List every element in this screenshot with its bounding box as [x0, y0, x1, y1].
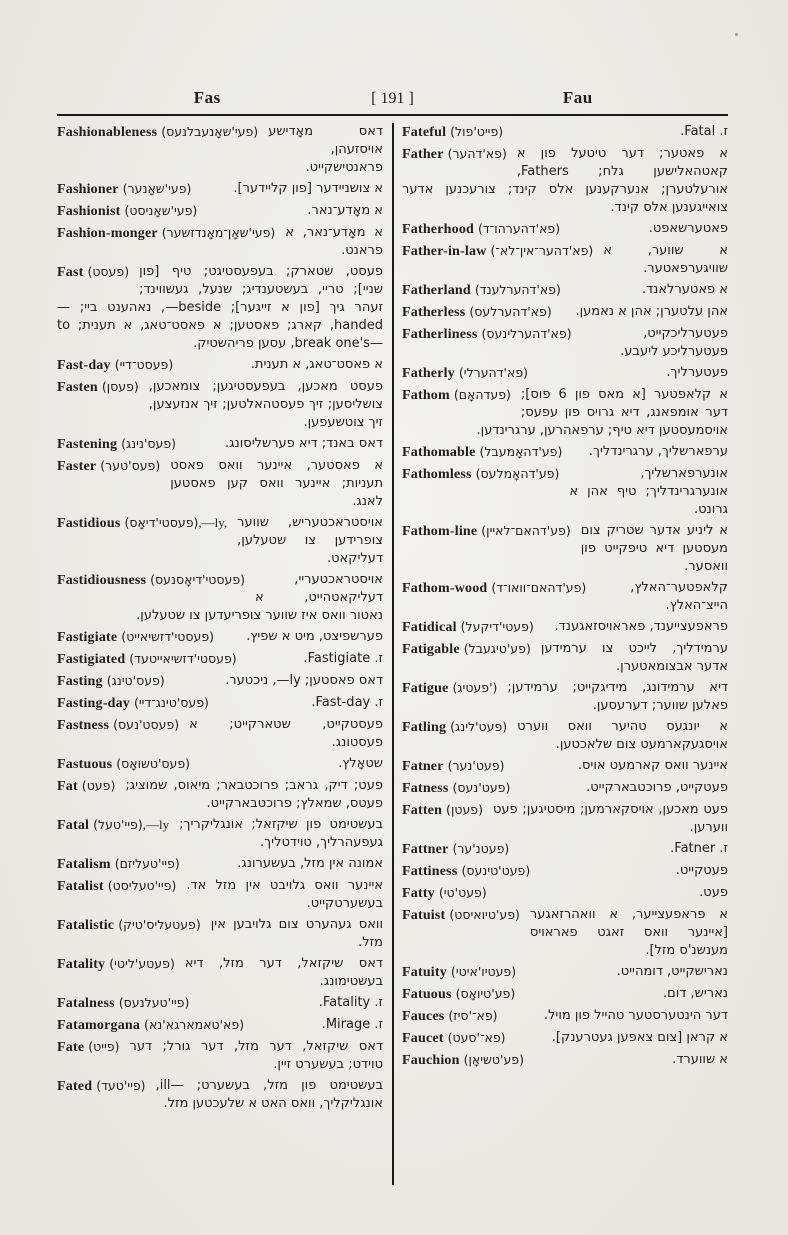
definition: ערפארשליך, ערגרינדליך.: [588, 444, 728, 459]
dictionary-entry: [402, 386, 728, 440]
headword-group: [57, 955, 175, 974]
headword: Fathom: [402, 388, 450, 403]
dictionary-entry: [57, 1077, 383, 1113]
definition: פאטערשאפט.: [648, 221, 728, 236]
definition: דאס פאסטען; ‎—ly‎, ניכטער.: [225, 673, 383, 688]
headword: Fastigiate: [57, 630, 118, 645]
headword: Fauchion: [402, 1053, 460, 1068]
dictionary-entry: [402, 840, 728, 859]
headword-group: [57, 378, 139, 397]
transliteration: (פע'דהאָמעבל): [475, 444, 563, 459]
headword: Fatherliness: [402, 327, 478, 342]
dictionary-entry: [402, 963, 728, 982]
headword: Fatner: [402, 759, 444, 774]
dictionary-entry: [57, 378, 383, 432]
transliteration: (פעי'שאָן־מאָנדזשער): [157, 225, 276, 240]
dictionary-entry: [402, 640, 728, 676]
definition: איינער וואס קארמעט אויס.: [577, 758, 728, 773]
definition: א פאטער; דער טיטעל פון א קאטהאלישען גלח; ‎Fathers‎, אורעלטערן; אנערקענען אלס קינד; צורעכנען אדער צואייגענען אלס קינד.: [402, 146, 728, 215]
transliteration: (פעט'טינעס): [457, 863, 531, 878]
definition: אויסטראכטעריי, דעליקאטהייט, א נאטור וואס איז שווער צופריעדען צו שטעלען.: [136, 572, 383, 623]
transliteration: (פעטי'דיקעל): [456, 619, 534, 634]
dictionary-entry: [402, 522, 728, 576]
header-rule: [57, 114, 728, 116]
headword-group: [402, 840, 509, 859]
headword: Fatten: [402, 803, 443, 818]
transliteration: (פעס'טינג): [102, 673, 165, 688]
dictionary-entry: [402, 779, 728, 798]
headword-group: [402, 906, 520, 925]
dictionary-entry: [402, 1029, 728, 1048]
transliteration: (פא'דהערלעס): [465, 304, 552, 319]
headword: Fatigable: [402, 642, 460, 657]
transliteration: (פעי'שאָנעבלנעס): [157, 124, 259, 139]
transliteration: (פעט'נעס): [448, 780, 511, 795]
headword: Fasting-day: [57, 696, 130, 711]
headword: Fatherhood: [402, 222, 474, 237]
transliteration: (פעטן): [442, 802, 483, 817]
definition: פערשפיצט, מיט א שפיץ.: [246, 629, 383, 644]
dictionary-entry: [402, 679, 728, 715]
dictionary-entry: [57, 816, 383, 852]
definition: דיא ערמידונג, מידיגקייט; ערמידען; פאלען שווער; דערעסען.: [507, 680, 728, 713]
headword: Fathom-line: [402, 524, 478, 539]
dictionary-entry: [402, 145, 728, 217]
headword-group: [402, 862, 530, 881]
headword: Fastidiousness: [57, 573, 147, 588]
two-column-body: [57, 123, 728, 1185]
headword-group: [402, 386, 511, 405]
dictionary-entry: [57, 716, 383, 752]
headword: Fatty: [402, 886, 435, 901]
dictionary-entry: [57, 263, 383, 353]
dictionary-entry: [57, 672, 383, 691]
dictionary-entry: [402, 443, 728, 462]
dictionary-entry: [402, 364, 728, 383]
headword-suffix: ,—ly,: [198, 515, 228, 530]
headword-group: [402, 757, 504, 776]
headword: Fastigiated: [57, 652, 126, 667]
headword-group: [402, 522, 571, 541]
headword: Faster: [57, 459, 97, 474]
definition: ז. ‎Fastigiate‎.: [303, 651, 383, 666]
transliteration: (פעסט'נעס): [109, 717, 180, 732]
dictionary-entry: [57, 650, 383, 669]
definition: דער הינטערסטער טהייל פון מויל.: [543, 1008, 728, 1023]
definition: פעטקייט, פרוכטבארקייט.: [586, 780, 728, 795]
headword: Fathomable: [402, 445, 476, 460]
transliteration: (פע'טיואיסט): [445, 907, 520, 922]
headword-group: [57, 855, 180, 874]
transliteration: (פעסטי'דיאָסנעס): [146, 572, 246, 587]
dictionary-entry: [402, 303, 728, 322]
headword-group: [402, 145, 507, 164]
dictionary-entry: [57, 180, 383, 199]
headword: Fatuist: [402, 908, 446, 923]
headword: Faucet: [402, 1031, 444, 1046]
definition: פראפעצייענד, פאראויסזאגענד.: [554, 619, 728, 634]
headword-group: [57, 716, 179, 735]
dictionary-entry: [57, 514, 383, 568]
transliteration: (פע'דהאם־לאיין): [477, 523, 571, 538]
dictionary-entry: [402, 618, 728, 637]
definition: א מאָדע־נאר.: [307, 203, 383, 218]
headword: Fattiness: [402, 864, 458, 879]
definition: נאריש, דום.: [662, 986, 728, 1001]
headword-group: [57, 628, 214, 647]
headword: Fatigue: [402, 681, 449, 696]
headword: Fatalist: [57, 879, 104, 894]
headword-group: [402, 242, 593, 261]
dictionary-entry: [57, 755, 383, 774]
headword-group: [57, 123, 258, 142]
definition: א פאטערלאנד.: [641, 282, 728, 297]
definition: שטאָלץ.: [338, 756, 383, 771]
headword: Fatherland: [402, 283, 471, 298]
headword-group: [402, 618, 534, 637]
transliteration: (פיי'טעד): [92, 1078, 146, 1093]
definition: פעסט מאכען, בעפעסטיגען; צומאכען, צושליסען; זיך פעסטהאלטען; זיך אנזעצען, זיך צוטשעפען.: [148, 379, 383, 430]
headword: Fashionableness: [57, 125, 158, 140]
transliteration: (פעס'טער): [96, 458, 161, 473]
dictionary-entry: [402, 1051, 728, 1070]
dictionary-entry: [57, 777, 383, 813]
dictionary-entry: [402, 906, 728, 960]
dictionary-entry: [402, 220, 728, 239]
definition: פעסטקייט, שטארקייט; א פעסטונג.: [189, 717, 383, 750]
definition: א יונגעס טהיער וואס ווערט אויסגעקארמעט צום שלאכטען.: [517, 719, 728, 752]
dictionary-entry: [57, 202, 383, 221]
definition: ז. ‎Fast-day‎.: [311, 695, 383, 710]
transliteration: (פא'דהער־אין־לא־): [486, 243, 594, 258]
dictionary-entry: [57, 877, 383, 913]
definition: פעט מאכען, אויסקארמען; מיסטיגען; פעט ווערען.: [492, 802, 728, 835]
transliteration: (פע'טשיאָן): [459, 1052, 524, 1067]
headword: Fatamorgana: [57, 1018, 141, 1033]
definition: אונערפארשליך, אונערגרינדליך; טיף אהן א גרונט.: [569, 466, 728, 517]
headword: Fastening: [57, 437, 118, 452]
definition: א פאסטער, איינער וואס פאסט תעניות; איינער וואס קען פאסטען לאנג.: [170, 458, 383, 509]
transliteration: (פע'דהאם־וואו־ד): [487, 580, 587, 595]
headword-group: [57, 755, 190, 774]
definition: א פאסט־טאג, א תענית.: [250, 357, 383, 372]
headword-group: [402, 443, 562, 462]
transliteration: (פעס'נינג): [117, 436, 177, 451]
dictionary-entry: [57, 994, 383, 1013]
definition: דאס שיקזאל, דער מזל, דער גורל; דער טוידט; בעשערט זיין.: [129, 1039, 383, 1072]
transliteration: (פע'טיגעבל): [459, 641, 531, 656]
dictionary-entry: [402, 281, 728, 300]
definition: ז. ‎Fatner‎.: [670, 841, 728, 856]
headword-group: [57, 916, 201, 935]
definition: דאס שיקזאל, דער מזל, דיא בעשטימונג.: [184, 956, 383, 989]
definition: פעסט, שטארק; בעפעסטיגט; טיף [פון שניי]; טריי, בעשטענדיג; שנעל, געשווינד; זעהר גיך [פון א זייגער]; ‎—beside‎, נאהענט ביי; ‎—handed‎, קארג; פאסטען; א פאסט־טאג, א תענית; ‎to break one's—‎, עסען פריהשטיק.: [57, 264, 383, 351]
headword: Fatherless: [402, 305, 466, 320]
headword-group: [57, 202, 197, 221]
left-column: [57, 123, 383, 1116]
dictionary-entry: [57, 694, 383, 713]
headword-group: [57, 777, 115, 796]
dictionary-entry: [57, 571, 383, 625]
definition: א קראן [צום צאפען געטרענק].: [551, 1030, 728, 1045]
transliteration: (פא'דהערלינעס): [477, 326, 572, 341]
transliteration: (פעס'טינג־דיי): [130, 695, 209, 710]
transliteration: (פא'טאמארגא'נא): [140, 1017, 245, 1032]
transliteration: (פע'דהאָמלעס): [471, 466, 560, 481]
headword: Fate: [57, 1040, 85, 1055]
headword: Fasting: [57, 674, 103, 689]
transliteration: (פעסט): [83, 264, 130, 279]
headword: Fatling: [402, 720, 447, 735]
definition: דאס באנד; דיא פערשליסונג.: [225, 436, 383, 451]
headword-group: [57, 816, 169, 835]
dictionary-entry: [57, 1038, 383, 1074]
headword-group: [402, 281, 561, 300]
headword-group: [57, 672, 165, 691]
transliteration: (פעדהאָם): [449, 387, 511, 402]
dictionary-entry: [402, 123, 728, 142]
transliteration: (פעט'נער): [443, 758, 505, 773]
dictionary-entry: [57, 916, 383, 952]
headword: Fastidious: [57, 516, 121, 531]
transliteration: (פעטיו'איטי): [446, 964, 517, 979]
headword-group: [57, 180, 191, 199]
headword-suffix: ,—ly: [142, 817, 170, 832]
headword: Fateful: [402, 125, 447, 140]
definition: קלאפטער־האלץ, הייצ־האלץ.: [630, 580, 728, 613]
headword: Fast-day: [57, 358, 111, 373]
headword-group: [57, 650, 237, 669]
transliteration: (פיי'טעליסט): [103, 878, 177, 893]
headword-group: [402, 640, 531, 659]
transliteration: (פע'טיואָס): [451, 986, 516, 1001]
definition: א מאָדע־נאר, א פראנט.: [285, 225, 383, 258]
headword-group: [402, 220, 560, 239]
headword-group: [57, 1016, 244, 1035]
dictionary-entry: [402, 242, 728, 278]
transliteration: (פא־'סעט): [443, 1030, 506, 1045]
definition: אהן עלטערן; אהן א נאמען.: [575, 304, 728, 319]
headword: Fatidical: [402, 620, 457, 635]
headword-group: [402, 1029, 506, 1048]
transliteration: (פיי'טעלנעס): [114, 995, 190, 1010]
definition: בעשטימט פון מזל, בעשערט; ‎ill—‎, אונגליקליך, וואס האט א שלעכטען מזל.: [155, 1078, 383, 1111]
headword: Fasten: [57, 380, 98, 395]
dictionary-entry: [57, 435, 383, 454]
dictionary-entry: [57, 457, 383, 511]
definition: אמונה אין מזל, בעשערונג.: [237, 856, 383, 871]
headword: Fattner: [402, 842, 449, 857]
headword-group: [402, 123, 503, 142]
headword-group: [402, 579, 586, 598]
headword-group: [57, 514, 227, 533]
headword-group: [57, 571, 245, 590]
transliteration: (פיי'טעל): [89, 817, 143, 832]
transliteration: (פא'דהערלענד): [470, 282, 561, 297]
dictionary-entry: [57, 628, 383, 647]
transliteration: (פא'דהערלי): [454, 365, 529, 380]
headword-group: [402, 303, 552, 322]
headword: Fathomless: [402, 467, 472, 482]
definition: איינער וואס גלויבט אין מזל אד. בעשערטקייט.: [186, 878, 383, 911]
headword-group: [402, 801, 483, 820]
headword-group: [402, 364, 528, 383]
definition: בעשטימט פון שיקזאל; אונגליקריך; געפעהרליך, טוידטליך.: [179, 817, 383, 850]
definition: אויסטראכטעריש, שווער צופרידען צו שטעלען, דעליקאט.: [237, 515, 383, 566]
transliteration: (פעסן): [97, 379, 139, 394]
headword: Fatalism: [57, 857, 111, 872]
definition: פעט.: [699, 885, 728, 900]
transliteration: (פא'דהערהו־ד): [474, 221, 561, 236]
transliteration: (פעטנ'ער): [448, 841, 510, 856]
definition: ערמידליך, לייכט צו ערמידען אדער אבצומאטערן.: [540, 641, 728, 674]
definition: פעטקייט.: [675, 863, 728, 878]
definition: ז. ‎Fatal‎.: [680, 124, 728, 139]
dictionary-entry: [57, 123, 383, 177]
headword-group: [402, 325, 572, 344]
headword: Fatuity: [402, 965, 447, 980]
transliteration: (פעטעליס'טיק): [114, 917, 201, 932]
transliteration: (פעטיג'): [448, 680, 498, 695]
dictionary-entry: [57, 855, 383, 874]
headword: Fashionist: [57, 204, 121, 219]
headword: Fatalistic: [57, 918, 115, 933]
headword: Fatality: [57, 957, 106, 972]
transliteration: (פא'דהער): [443, 146, 507, 161]
headword-group: [57, 356, 173, 375]
dictionary-entry: [402, 985, 728, 1004]
definition: א ליניע אדער שטריק צום מעסטען דיא טיפקייט פון וואסער.: [580, 523, 728, 574]
headword-group: [57, 994, 189, 1013]
definition: פעט; דיק, גראב; פרוכטבאר; מיאוס, שמוציג; פעטס, שמאלץ; פרוכטבארקייט.: [125, 778, 383, 811]
right-column: [402, 123, 728, 1073]
headword: Fashioner: [57, 182, 119, 197]
dictionary-entry: [57, 955, 383, 991]
definition: א קלאפטער [א מאס פון 6 פוס]; דער אומפאנג, דיא גרויס פון עפעס; אויסמעסטען דיא טיף; ערפאהרען, ערגרינדען.: [476, 387, 728, 438]
headword-group: [402, 679, 497, 698]
definition: ז. ‎Mirage‎.: [321, 1017, 383, 1032]
headword: Fashion-monger: [57, 226, 158, 241]
transliteration: (פיי'טעליזם): [110, 856, 180, 871]
transliteration: (פייט): [84, 1039, 120, 1054]
dictionary-entry: [402, 884, 728, 903]
headword-group: [402, 718, 507, 737]
transliteration: (פעס'טשואָס): [112, 756, 191, 771]
transliteration: (פעסט־דיי): [110, 357, 174, 372]
transliteration: (פעי'שאָניסט): [120, 203, 198, 218]
transliteration: (פעט'טי): [434, 885, 487, 900]
dictionary-entry: [402, 757, 728, 776]
definition: ז. ‎Fatality‎.: [318, 995, 383, 1010]
headword-group: [57, 457, 160, 476]
headword: Father-in-law: [402, 244, 487, 259]
dictionary-entry: [402, 801, 728, 837]
headword: Fatness: [402, 781, 449, 796]
transliteration: (פעי'שאָנער): [118, 181, 192, 196]
transliteration: (פעסטי'דיאָס): [120, 515, 199, 530]
column-divider: [392, 123, 394, 1185]
transliteration: (פעטע'ליטי): [105, 956, 175, 971]
headword: Fastuous: [57, 757, 113, 772]
running-head-left: Fas: [193, 88, 221, 107]
headword: Fatherly: [402, 366, 455, 381]
definition: פעטערליכקייט, פעטערליכע ליעבע.: [620, 326, 728, 359]
headword: Fat: [57, 779, 78, 794]
dictionary-entry: [402, 1007, 728, 1026]
dictionary-entry: [402, 325, 728, 361]
dictionary-entry: [402, 465, 728, 519]
headword: Fathom-wood: [402, 581, 488, 596]
definition: א שווער, א שוויגערפאטער.: [603, 243, 728, 276]
headword: Fastness: [57, 718, 110, 733]
headword: Fast: [57, 265, 84, 280]
headword-group: [402, 963, 516, 982]
headword-group: [57, 435, 176, 454]
running-head-right: Fau: [562, 88, 593, 107]
headword-group: [402, 884, 487, 903]
dictionary-entry: [402, 718, 728, 754]
headword: Fatalness: [57, 996, 115, 1011]
headword: Fatuous: [402, 987, 452, 1002]
headword: Father: [402, 147, 444, 162]
dictionary-entry: [57, 224, 383, 260]
dictionary-entry: [57, 1016, 383, 1035]
headword-group: [402, 1007, 498, 1026]
definition: נארישקייט, דומהייט.: [616, 964, 728, 979]
scan-artifact: [735, 33, 738, 36]
headword-group: [402, 1051, 524, 1070]
headword-group: [57, 877, 176, 896]
definition: פעטערליך.: [666, 365, 728, 380]
transliteration: (פעט): [77, 778, 116, 793]
definition: א צושניידער [פון קליידער].: [233, 181, 383, 196]
headword: Fated: [57, 1079, 93, 1094]
headword: Fatal: [57, 818, 90, 833]
definition: דאס מאָדישע אויסזעהן, פראנטישקייט.: [268, 124, 383, 175]
headword-group: [57, 224, 275, 243]
transliteration: (פא־'סיז): [444, 1008, 498, 1023]
headword-group: [57, 694, 209, 713]
dictionary-entry: [402, 579, 728, 615]
transliteration: (פעט'לינג): [446, 719, 508, 734]
headword: Fauces: [402, 1009, 445, 1024]
page-number: [ 191 ]: [371, 90, 414, 107]
definition: א פראפעצייער, א וואהרזאגער [איינער וואס זאגט פאראויס מענשנ'ס מזל].: [529, 907, 728, 958]
dictionary-entry: [57, 356, 383, 375]
headword-group: [57, 263, 129, 282]
transliteration: (פעסטי'דזשיאייט): [117, 629, 215, 644]
page-header: [57, 88, 728, 108]
headword-group: [57, 1077, 146, 1096]
headword-group: [57, 1038, 120, 1057]
definition: א שווערד.: [672, 1052, 728, 1067]
definition: וואס געהערט צום גלויבען אין מזל.: [210, 917, 383, 950]
headword-group: [402, 465, 559, 484]
headword-group: [402, 985, 515, 1004]
headword-group: [402, 779, 510, 798]
transliteration: (פייט'פול): [446, 124, 504, 139]
transliteration: (פעסטי'דזשיאייטעד): [125, 651, 237, 666]
dictionary-entry: [402, 862, 728, 881]
